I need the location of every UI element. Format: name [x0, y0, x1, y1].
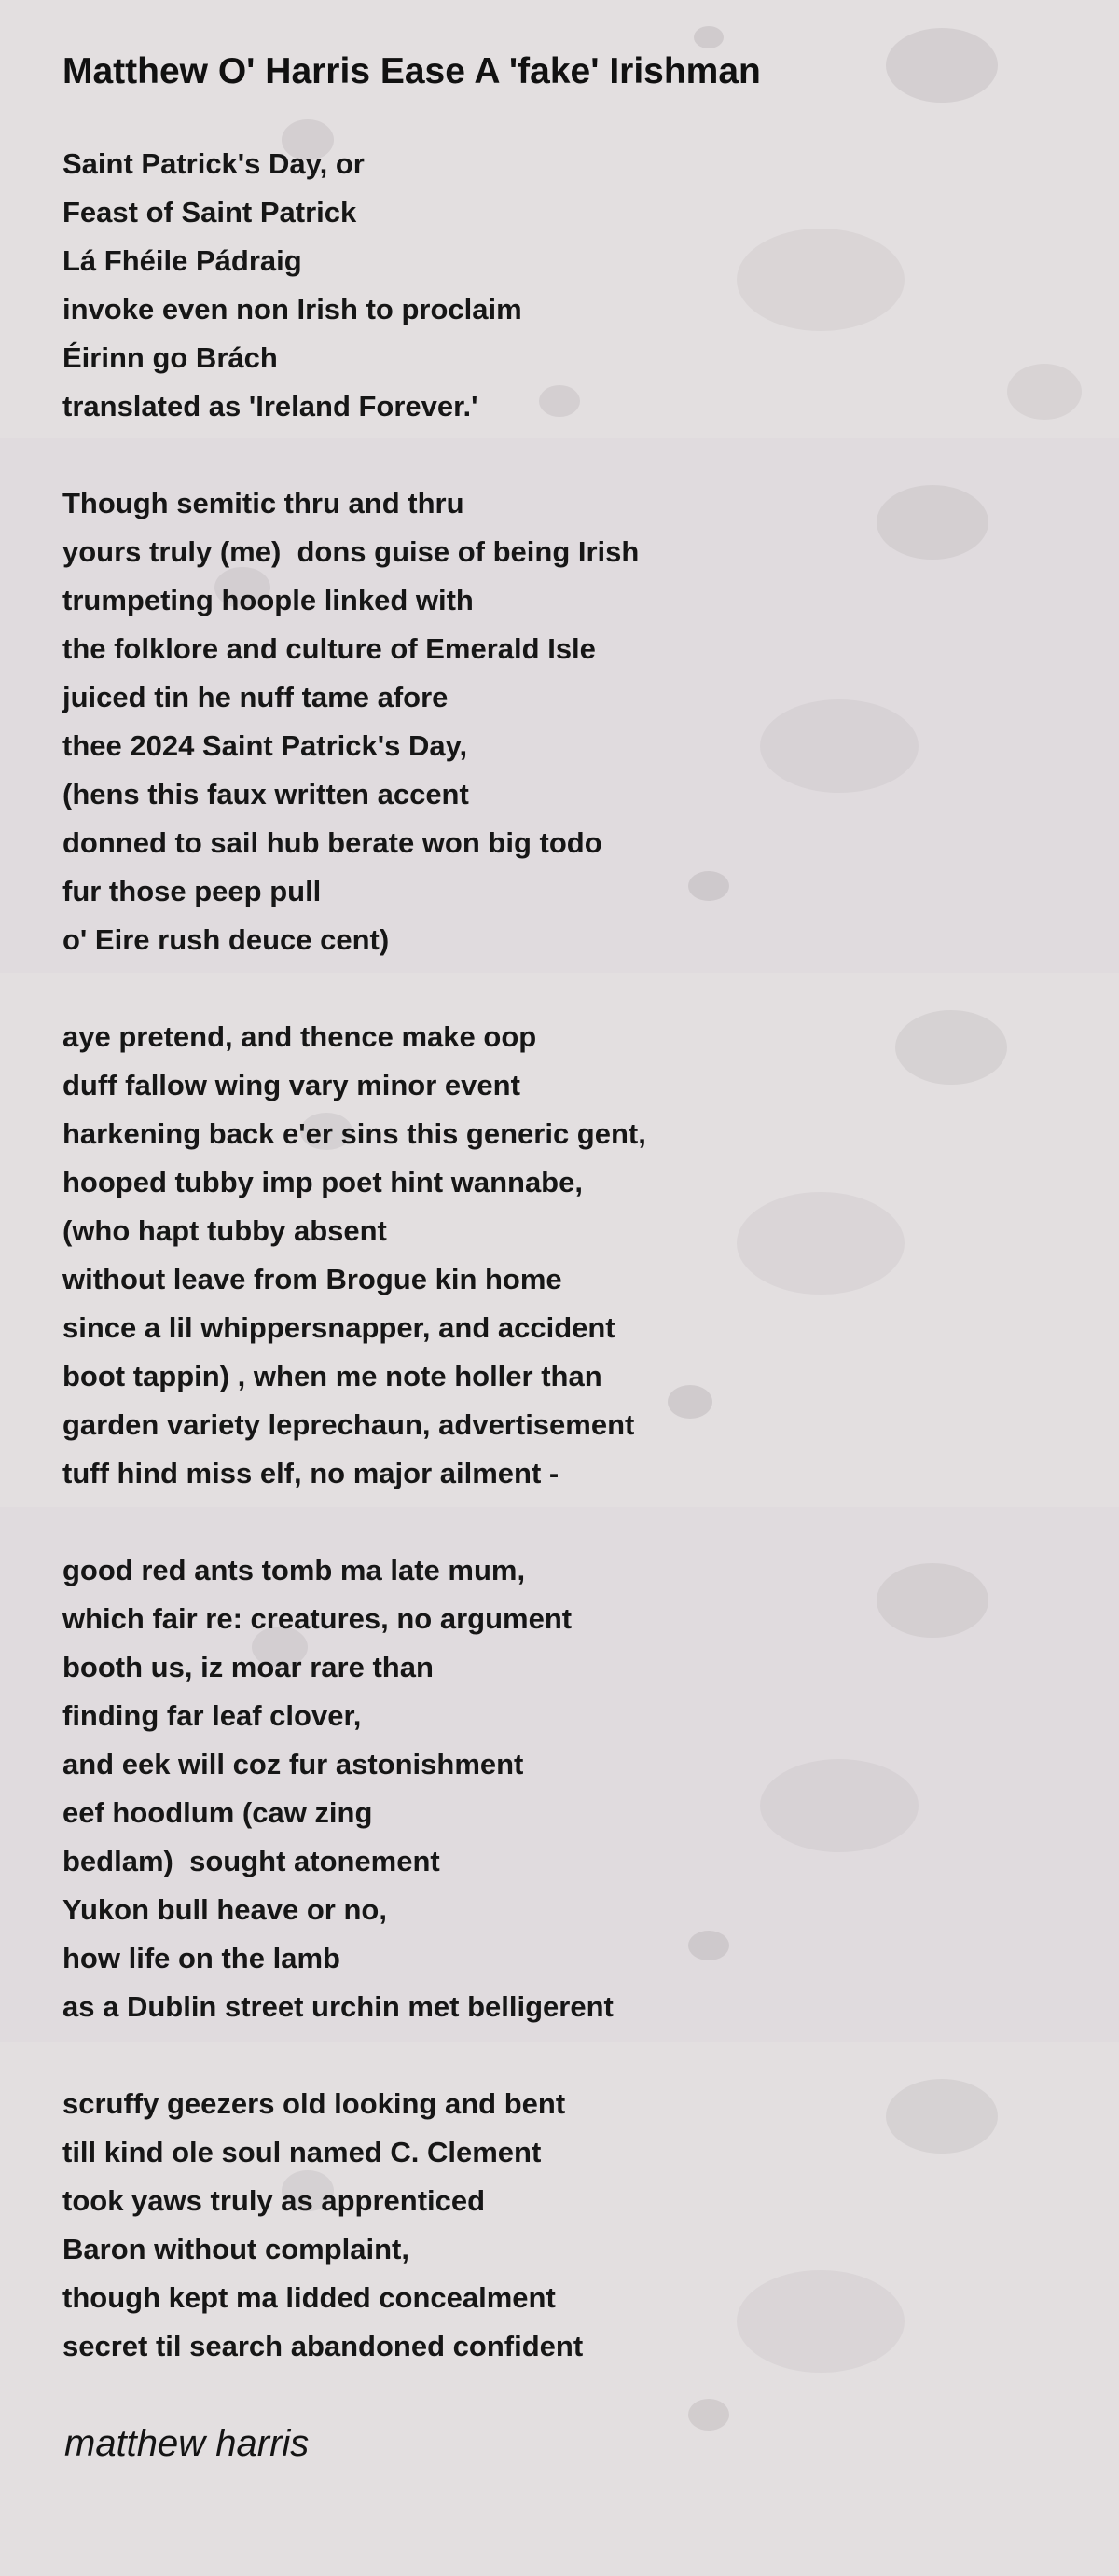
- poem-line: Saint Patrick's Day, or: [62, 147, 365, 180]
- poem-line: as a Dublin street urchin met belligerent: [62, 1990, 614, 2023]
- poem-line: how life on the lamb: [62, 1942, 340, 1974]
- poem-line: without leave from Brogue kin home: [62, 1263, 562, 1295]
- poem-line: which fair re: creatures, no argument: [62, 1602, 573, 1635]
- poem-line: Yukon bull heave or no,: [62, 1893, 387, 1926]
- poem-line: Feast of Saint Patrick: [62, 196, 357, 229]
- poem-line: Though semitic thru and thru: [62, 487, 464, 519]
- poem-line: aye pretend, and thence make oop: [62, 1020, 537, 1053]
- poem-line: the folklore and culture of Emerald Isle: [62, 632, 596, 665]
- poem-line: harkening back e'er sins this generic gent,: [62, 1117, 646, 1150]
- poem-line: tuff hind miss elf, no major ailment -: [62, 1457, 560, 1489]
- poem-line: yours truly (me) dons guise of being Irish: [62, 535, 640, 568]
- poem-line: secret til search abandoned confident: [62, 2330, 584, 2362]
- poem-line: Baron without complaint,: [62, 2233, 409, 2265]
- stanza: [62, 2080, 1070, 2371]
- poem-line: good red ants tomb ma late mum,: [62, 1554, 526, 1586]
- poem-line: scruffy geezers old looking and bent: [62, 2087, 566, 2120]
- poem-line: invoke even non Irish to proclaim: [62, 293, 522, 325]
- poem-title: Matthew O' Harris Ease A 'fake' Irishman: [62, 51, 761, 91]
- poem-line: fur those peep pull: [62, 875, 322, 907]
- poem-line: o' Eire rush deuce cent): [62, 923, 390, 956]
- poem-line: finding far leaf clover,: [62, 1699, 362, 1732]
- poem-line: trumpeting hoople linked with: [62, 584, 474, 616]
- poem-line: till kind ole soul named C. Clement: [62, 2136, 542, 2168]
- stanza: [62, 140, 1070, 431]
- poem-line: since a lil whippersnapper, and accident: [62, 1311, 615, 1344]
- poem-line: boot tappin) , when me note holler than: [62, 1360, 602, 1392]
- poem-line: translated as 'Ireland Forever.': [62, 390, 478, 422]
- stanza: [62, 479, 1070, 964]
- poem-line: booth us, iz moar rare than: [62, 1651, 434, 1683]
- poem-author: matthew harris: [64, 2423, 310, 2464]
- poem-line: (hens this faux written accent: [62, 778, 469, 810]
- poem-line: hooped tubby imp poet hint wannabe,: [62, 1166, 583, 1198]
- poem-line: donned to sail hub berate won big todo: [62, 826, 602, 859]
- poem-line: Éirinn go Brách: [62, 341, 278, 374]
- poem-line: juiced tin he nuff tame afore: [62, 681, 449, 713]
- poem-line: garden variety leprechaun, advertisement: [62, 1408, 635, 1441]
- poem-line: took yaws truly as apprenticed: [62, 2184, 486, 2217]
- poem-line: thee 2024 Saint Patrick's Day,: [62, 729, 468, 762]
- poem-line: eef hoodlum (caw zing: [62, 1796, 373, 1829]
- stanza: [62, 1013, 1070, 1498]
- stanza: [62, 1546, 1070, 2031]
- poem-line: bedlam) sought atonement: [62, 1845, 440, 1877]
- poem-line: duff fallow wing vary minor event: [62, 1069, 520, 1101]
- poem-line: and eek will coz fur astonishment: [62, 1748, 524, 1780]
- poem-line: Lá Fhéile Pádraig: [62, 244, 302, 277]
- poem-line: though kept ma lidded concealment: [62, 2281, 556, 2314]
- poem-body: [62, 140, 1070, 2419]
- poem-line: (who hapt tubby absent: [62, 1214, 387, 1247]
